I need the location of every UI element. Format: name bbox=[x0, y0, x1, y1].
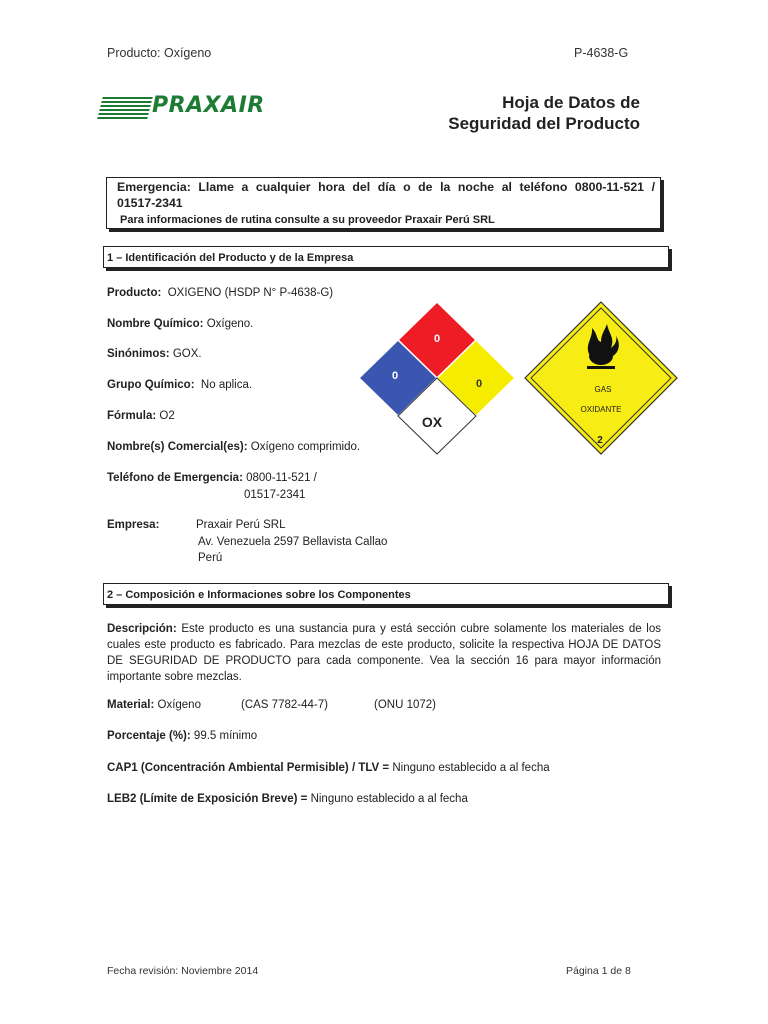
field-value: Oxígeno. bbox=[206, 318, 254, 330]
description-text: Este producto es una sustancia pura y está sección cubre solamente los materiales de los cuales este producto es fabricado. Para mezclas de este producto, solicite la respectiva HOJA DE DATOS DE SEGURIDAD DE PRODUCTO para cada componente. Vea la sección 16 para mayor información importante sobre mezclas. bbox=[107, 623, 661, 683]
hazard-label-class: 2 bbox=[597, 435, 603, 446]
nfpa-reactivity-value: 0 bbox=[475, 378, 483, 390]
field-material bbox=[107, 699, 201, 711]
emergency-line-2: 01517-2341 bbox=[117, 196, 183, 210]
field-label: Nombre Químico: bbox=[107, 318, 204, 330]
field-telefono-emergencia bbox=[107, 472, 317, 484]
field-label: CAP1 (Concentración Ambiental Permisible) / TLV = bbox=[107, 762, 390, 774]
field-value: Oxígeno comprimido. bbox=[250, 441, 361, 453]
section-2-heading: 2 – Composición e Informaciones sobre los Componentes bbox=[103, 583, 669, 605]
field-producto bbox=[107, 287, 333, 299]
field-grupo-quimico bbox=[107, 379, 252, 391]
title-line-1: Hoja de Datos de bbox=[502, 93, 640, 112]
company-line-1: Praxair Perú SRL bbox=[196, 519, 286, 531]
praxair-logo bbox=[97, 94, 267, 122]
company-line-2: Av. Venezuela 2597 Bellavista Callao bbox=[198, 536, 388, 548]
field-label: Teléfono de Emergencia: bbox=[107, 472, 243, 484]
logo-text: PRAXAIR bbox=[152, 93, 265, 118]
field-value: OXIGENO (HSDP N° P-4638-G) bbox=[167, 287, 334, 299]
nfpa-health-value: 0 bbox=[433, 333, 441, 345]
emergency-box bbox=[106, 177, 661, 229]
description-paragraph bbox=[107, 621, 661, 685]
field-label: Material: bbox=[107, 699, 155, 711]
field-cap1 bbox=[107, 762, 550, 774]
field-nombre-comercial bbox=[107, 441, 360, 453]
title-line-2: Seguridad del Producto bbox=[448, 114, 640, 133]
field-label: Grupo Químico: bbox=[107, 379, 195, 391]
field-nombre-quimico bbox=[107, 318, 253, 330]
field-sinonimos bbox=[107, 348, 202, 360]
field-value: O2 bbox=[159, 410, 175, 422]
footer-page: Página 1 de 8 bbox=[566, 965, 631, 977]
section-1-heading: 1 – Identificación del Producto y de la Empresa bbox=[103, 246, 669, 268]
field-porcentaje bbox=[107, 730, 257, 742]
field-label: LEB2 (Límite de Exposición Breve) = bbox=[107, 793, 308, 805]
field-value: Oxígeno bbox=[157, 699, 201, 711]
logo-stripes-icon bbox=[97, 95, 157, 121]
field-value: 0800-11-521 / bbox=[246, 472, 317, 484]
field-value: Ninguno establecido a al fecha bbox=[310, 793, 468, 805]
hazard-label-icon bbox=[523, 300, 679, 456]
description-label: Descripción: bbox=[107, 623, 177, 635]
field-label: Producto: bbox=[107, 287, 162, 299]
nfpa-flammability-value: 0 bbox=[391, 370, 399, 382]
material-onu: (ONU 1072) bbox=[374, 699, 436, 711]
field-value: GOX. bbox=[172, 348, 202, 360]
hazard-label-line-2: OXIDANTE bbox=[580, 405, 622, 414]
material-cas: (CAS 7782-44-7) bbox=[241, 699, 328, 711]
nfpa-special-value: OX bbox=[421, 414, 443, 430]
header-code: P-4638-G bbox=[574, 46, 629, 60]
field-value: No aplica. bbox=[200, 379, 253, 391]
field-label: Empresa: bbox=[107, 519, 160, 531]
field-value: Ninguno establecido a al fecha bbox=[392, 762, 550, 774]
field-label: Porcentaje (%): bbox=[107, 730, 191, 742]
footer-revision: Fecha revisión: Noviembre 2014 bbox=[107, 965, 259, 977]
field-leb2 bbox=[107, 793, 468, 805]
emergency-line-3: Para informaciones de rutina consulte a su proveedor Praxair Perú SRL bbox=[120, 214, 495, 226]
field-empresa-label bbox=[107, 519, 159, 531]
document-title bbox=[448, 92, 640, 134]
field-label: Fórmula: bbox=[107, 410, 157, 422]
field-value: 99.5 mínimo bbox=[193, 730, 258, 742]
phone-line-2: 01517-2341 bbox=[244, 489, 306, 501]
company-line-3: Perú bbox=[198, 552, 223, 564]
field-formula bbox=[107, 410, 175, 422]
field-label: Sinónimos: bbox=[107, 348, 170, 360]
field-label: Nombre(s) Comercial(es): bbox=[107, 441, 248, 453]
emergency-line-1: Emergencia: Llame a cualquier hora del día o de la noche al teléfono 0800-11-521 / bbox=[117, 180, 655, 194]
hazard-label-line-1: GAS bbox=[594, 385, 612, 394]
header-product: Producto: Oxígeno bbox=[107, 46, 212, 60]
nfpa-diamond-icon bbox=[358, 300, 518, 456]
